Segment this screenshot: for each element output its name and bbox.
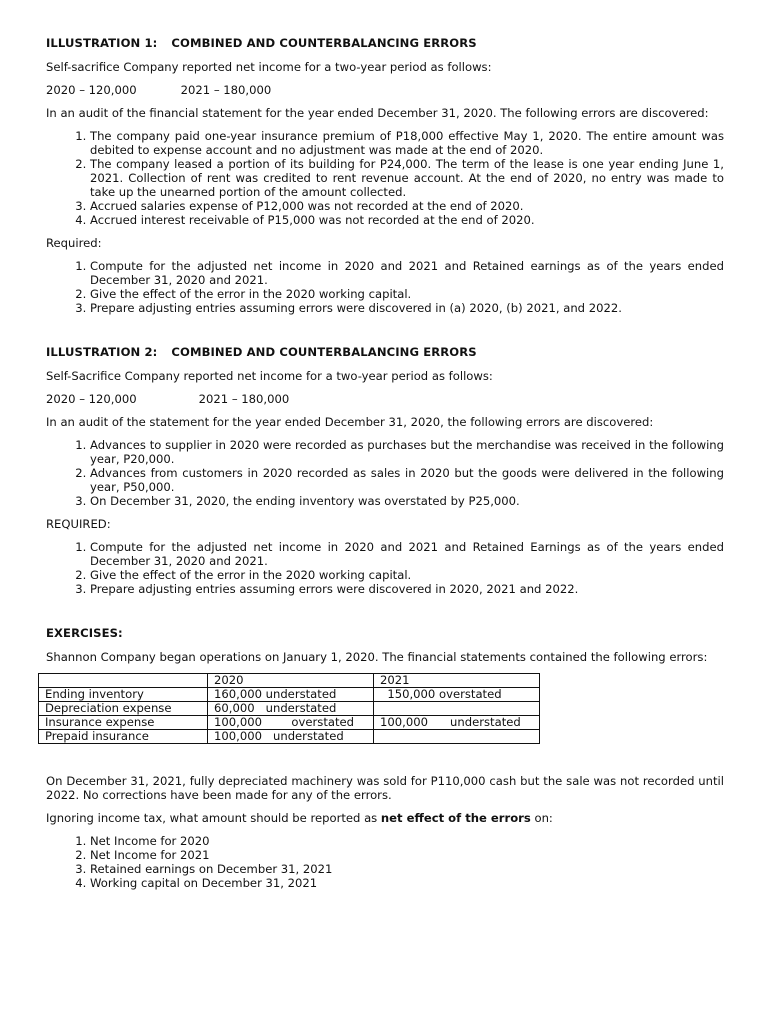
table-cell bbox=[374, 702, 540, 716]
table-row bbox=[39, 702, 540, 716]
table-cell: 2020 bbox=[208, 674, 374, 688]
table-cell: Ending inventory bbox=[39, 688, 208, 702]
table-cell: 160,000 understated bbox=[208, 688, 374, 702]
exercises-heading: EXERCISES: bbox=[46, 626, 123, 640]
list-item: 2. The company leased a portion of its building for P24,000. The term of the lease is one year ending June 1, 2021. Collection of rent was credited to rent revenue account. At the end of 2020, no entry was made to take up the unearned portion of the amount collected. bbox=[90, 157, 724, 199]
illustration-2-errors-list bbox=[46, 438, 724, 508]
list-item: 2. Give the effect of the error in the 2020 working capital. bbox=[90, 287, 724, 301]
list-item: 4. Accrued interest receivable of P15,000 was not recorded at the end of 2020. bbox=[90, 213, 724, 227]
table-cell: 60,000 understated bbox=[208, 702, 374, 716]
illustration-2-audit-text: In an audit of the statement for the year ended December 31, 2020, the following errors are discovered: bbox=[46, 415, 654, 429]
year-2021-income: 2021 – 180,000 bbox=[198, 392, 290, 406]
list-item: 1. Advances to supplier in 2020 were recorded as purchases but the merchandise was received in the following year, P20,000. bbox=[90, 438, 724, 466]
table-cell bbox=[39, 674, 208, 688]
list-item: 1. The company paid one-year insurance premium of P18,000 effective May 1, 2020. The entire amount was debited to expense account and no adjustment was made at the end of 2020. bbox=[90, 129, 724, 157]
exercises-intro: Shannon Company began operations on January 1, 2020. The financial statements contained the following errors: bbox=[46, 650, 708, 664]
exercises-question: Ignoring income tax, what amount should be reported as net effect of the errors on: bbox=[46, 811, 553, 825]
illustration-1-required-label: Required: bbox=[46, 236, 102, 250]
illustration-2-intro: Self-Sacrifice Company reported net income for a two-year period as follows: bbox=[46, 369, 493, 383]
table-cell: Insurance expense bbox=[39, 716, 208, 730]
document-page bbox=[46, 36, 724, 899]
illustration-2-required-label: REQUIRED: bbox=[46, 517, 111, 531]
illustration-2-required-list bbox=[46, 540, 724, 596]
exercises-note: On December 31, 2021, fully depreciated machinery was sold for P110,000 cash but the sale was not recorded until 2022. No corrections have been made for any of the errors. bbox=[46, 774, 724, 802]
year-2021-income: 2021 – 180,000 bbox=[180, 83, 272, 97]
list-item: 1. Net Income for 2020 bbox=[90, 834, 724, 848]
illustration-1-errors-list bbox=[46, 129, 724, 227]
illustration-1-intro: Self-sacrifice Company reported net income for a two-year period as follows: bbox=[46, 60, 492, 74]
list-item: 2. Advances from customers in 2020 recorded as sales in 2020 but the goods were delivered in the following year, P50,000. bbox=[90, 466, 724, 494]
illustration-1 bbox=[46, 36, 724, 315]
table-cell: 150,000 overstated bbox=[374, 688, 540, 702]
exercises-items-list bbox=[46, 834, 724, 890]
table-cell: Prepaid insurance bbox=[39, 730, 208, 744]
table-row bbox=[39, 688, 540, 702]
illustration-1-audit-text: In an audit of the financial statement for the year ended December 31, 2020. The following errors are discovered: bbox=[46, 106, 709, 120]
illustration-1-years bbox=[46, 83, 724, 97]
errors-table bbox=[38, 673, 540, 744]
list-item: 4. Working capital on December 31, 2021 bbox=[90, 876, 724, 890]
table-header-row bbox=[39, 674, 540, 688]
illustration-2 bbox=[46, 345, 724, 596]
year-2020-income: 2020 – 120,000 bbox=[46, 392, 137, 406]
table-cell: Depreciation expense bbox=[39, 702, 208, 716]
table-cell: 100,000 understated bbox=[208, 730, 374, 744]
illustration-2-heading: ILLUSTRATION 2: COMBINED AND COUNTERBALANCING ERRORS bbox=[46, 345, 477, 359]
table-row bbox=[39, 730, 540, 744]
list-item: 1. Compute for the adjusted net income in 2020 and 2021 and Retained Earnings as of the years ended December 31, 2020 and 2021. bbox=[90, 540, 724, 568]
table-cell: 100,000 understated bbox=[374, 716, 540, 730]
list-item: 3. Accrued salaries expense of P12,000 was not recorded at the end of 2020. bbox=[90, 199, 724, 213]
table-cell bbox=[374, 730, 540, 744]
list-item: 3. Prepare adjusting entries assuming errors were discovered in 2020, 2021 and 2022. bbox=[90, 582, 724, 596]
table-cell: 100,000 overstated bbox=[208, 716, 374, 730]
illustration-1-heading: ILLUSTRATION 1: COMBINED AND COUNTERBALANCING ERRORS bbox=[46, 36, 477, 50]
question-emphasis: net effect of the errors bbox=[380, 811, 531, 825]
year-2020-income: 2020 – 120,000 bbox=[46, 83, 137, 97]
list-item: 3. On December 31, 2020, the ending inventory was overstated by P25,000. bbox=[90, 494, 724, 508]
illustration-1-required-list bbox=[46, 259, 724, 315]
exercises-section bbox=[46, 626, 724, 890]
list-item: 3. Prepare adjusting entries assuming errors were discovered in (a) 2020, (b) 2021, and 2022. bbox=[90, 301, 724, 315]
list-item: 3. Retained earnings on December 31, 2021 bbox=[90, 862, 724, 876]
list-item: 2. Net Income for 2021 bbox=[90, 848, 724, 862]
list-item: 1. Compute for the adjusted net income in 2020 and 2021 and Retained earnings as of the years ended December 31, 2020 and 2021. bbox=[90, 259, 724, 287]
illustration-2-years bbox=[46, 392, 724, 406]
table-row bbox=[39, 716, 540, 730]
list-item: 2. Give the effect of the error in the 2020 working capital. bbox=[90, 568, 724, 582]
table-cell: 2021 bbox=[374, 674, 540, 688]
